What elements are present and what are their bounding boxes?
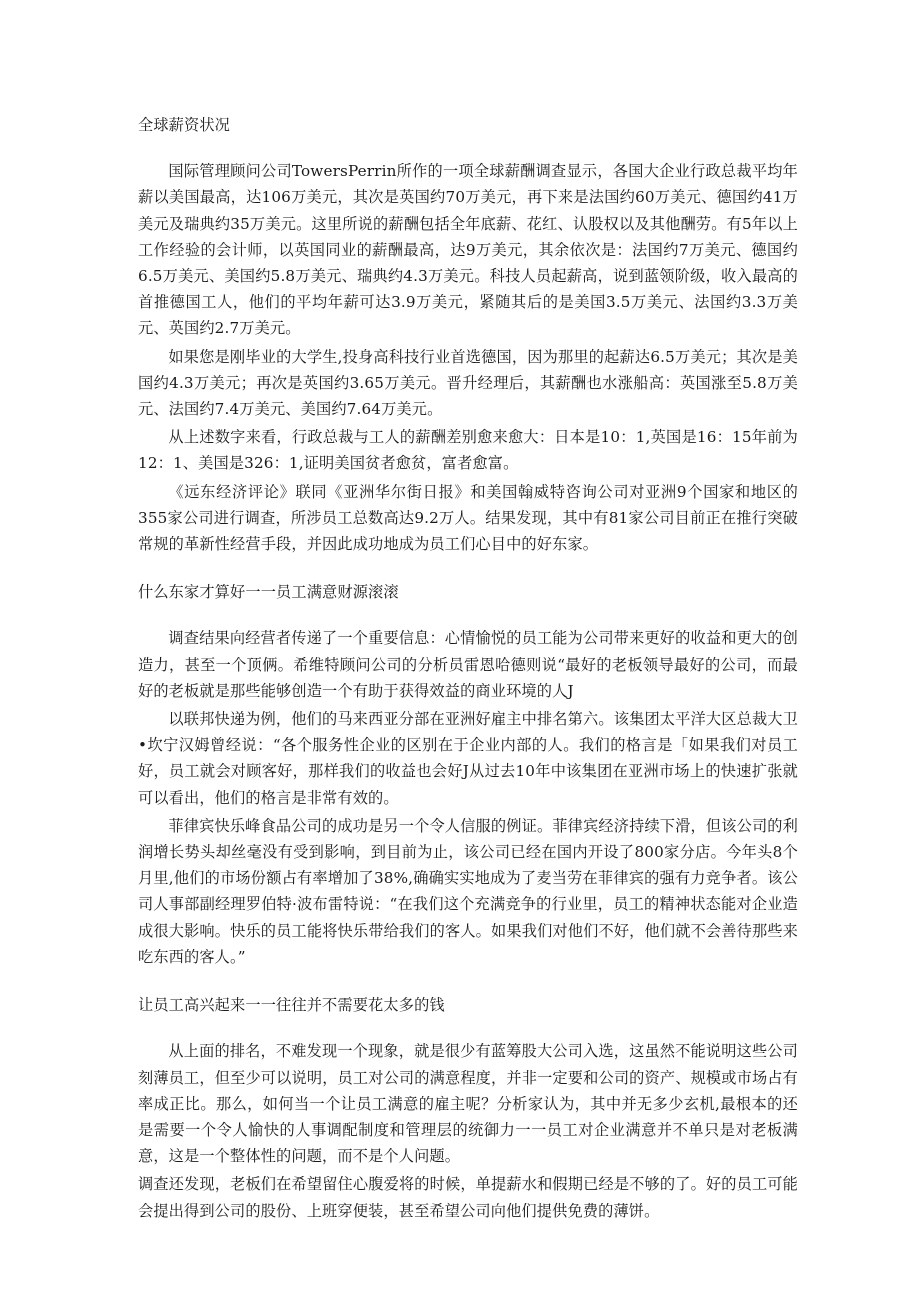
paragraph-ranking-observation: 从上面的排名，不难发现一个现象，就是很少有蓝筹股大公司入选，这虽然不能说明这些公司刻薄员工，但至少可以说明，员工对公司的满意程度，并非一定要和公司的资产、规模或市场占有率成正比。那么，如何当一个让员工满意的雇主呢？分析家认为，其中并无多少玄机,最根本的还是需要一个令人愉快的人事调配制度和管理层的统御力一一员工对企业满意并不单只是对老板满意，这是一个整体性的问题，而不是个人问题。: [138, 1042, 798, 1166]
section-global-salary: [138, 158, 798, 557]
section-make-employees-happy: [138, 992, 798, 1224]
paragraph-graduate-salary: 如果您是刚毕业的大学生,投身高科技行业首选德国，因为那里的起薪达6.5万美元；其次是美国约4.3万美元；再次是英国约3.65万美元。晋升经理后，其薪酬也水涨船高：英国涨至5.8万美元、法国约7.4万美元、美国约7.64万美元。: [138, 347, 798, 419]
paragraph-salary-survey: 国际管理顾问公司TowersPerrin所作的一项全球薪酬调查显示，各国大企业行政总裁平均年薪以美国最高，达106万美元，其次是英国约70万美元，再下来是法国约60万美元、德国约41万美元及瑞典约35万美元。这里所说的薪酬包括全年底薪、花红、认股权以及其他酬劳。有5年以上工作经验的会计师，以英国同业的薪酬最高，达9万美元，其余依次是：法国约7万美元、德国约6.5万美元、美国约5.8万美元、瑞典约4.3万美元。科技人员起薪高，说到蓝领阶级，收入最高的首推德国工人，他们的平均年薪可达3.9万美元，紧随其后的是美国3.5万美元、法国约3.3万美元、英国约2.7万美元。: [138, 162, 798, 338]
paragraph-fedex-example: 以联邦快递为例，他们的马来西亚分部在亚洲好雇主中排名第六。该集团太平洋大区总裁大卫•坎宁汉姆曾经说：“各个服务性企业的区别在于企业内部的人。我们的格言是「如果我们对员工好，员工就会对顾客好，那样我们的收益也会好J从过去10年中该集团在亚洲市场上的快速扩张就可以看出，他们的格言是非常有效的。: [138, 710, 798, 807]
section-good-employer: [138, 579, 798, 970]
paragraph-happy-employees: 调查结果向经营者传递了一个重要信息：心情愉悦的员工能为公司带来更好的收益和更大的创造力，甚至一个顶俩。希维特顾问公司的分析员雷恩哈德则说“最好的老板领导最好的公司，而最好的老板就是那些能够创造一个有助于获得效益的商业环境的人J: [138, 629, 798, 700]
section-heading-good-employer: 什么东家才算好一一员工满意财源滚滚: [138, 583, 399, 602]
section-heading-make-employees-happy: 让员工高兴起来一一往往并不需要花太多的钱: [138, 996, 445, 1015]
paragraph-pay-gap: 从上述数字来看，行政总裁与工人的薪酬差别愈来愈大：日本是10：1,英国是16：15年前为12：1、美国是326：1,证明美国贫者愈贫，富者愈富。: [138, 428, 798, 473]
paragraph-asia-survey: 《远东经济评论》联同《亚洲华尔街日报》和美国翰威特咨询公司对亚洲9个国家和地区的355家公司进行调查，所涉员工总数高达9.2万人。结果发现，其中有81家公司目前正在推行突破常规的革新性经营手段，并因此成功地成为员工们心目中的好东家。: [138, 482, 798, 554]
paragraph-jollibee-example: 菲律宾快乐峰食品公司的成功是另一个令人信服的例证。菲律宾经济持续下滑，但该公司的利润增长势头却丝毫没有受到影响，到目前为止，该公司已经在国内开设了800家分店。今年头8个月里,他们的市场份额占有率增加了38%,确确实实地成为了麦当劳在菲律宾的强有力竞争者。该公司人事部副经理罗伯特·波布雷特说：“在我们这个充满竞争的行业里，员工的精神状态能对企业造成很大影响。快乐的员工能将快乐带给我们的客人。如果我们对他们不好，他们就不会善待那些来吃东西的客人。”: [138, 816, 798, 966]
document-title: 全球薪资状况: [138, 116, 231, 134]
paragraph-retention-findings: 调查还发现，老板们在希望留住心腹爱将的时候，单提薪水和假期已经是不够的了。好的员工可能会提出得到公司的股份、上班穿便装，甚至希望公司向他们提供免费的薄饼。: [138, 1175, 798, 1220]
document-page: [138, 112, 798, 1226]
